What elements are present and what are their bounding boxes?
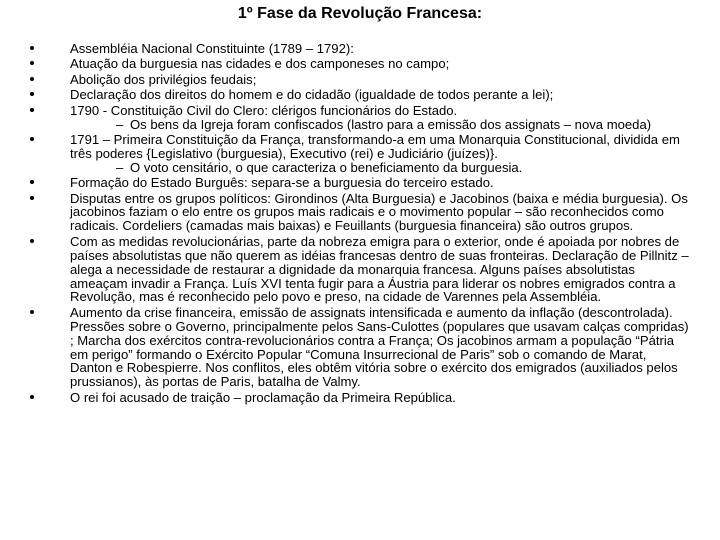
list-item-text: 1790 - Constituição Civil do Clero: clérigos funcionários do Estado. (70, 102, 458, 118)
dash-icon: – (116, 159, 124, 175)
bullet-dot-icon (30, 395, 34, 399)
sub-bullet-list (70, 161, 692, 175)
list-item (30, 104, 692, 132)
bullet-dot-icon (30, 196, 34, 200)
list-item (30, 42, 692, 56)
slide-title: 1º Fase da Revolução Francesa: (237, 5, 483, 22)
bullet-dot-icon (30, 108, 34, 112)
dash-icon: – (116, 116, 124, 132)
bullet-dot-icon (30, 180, 34, 184)
list-item (30, 235, 692, 305)
sub-list-item-text: Os bens da Igreja foram confiscados (lastro para a emissão dos assignats – nova moeda) (130, 116, 652, 132)
sub-list-item (70, 118, 692, 132)
list-item-text: Assembléia Nacional Constituinte (1789 – 1792): (70, 41, 354, 56)
bullet-dot-icon (30, 77, 34, 81)
bullet-dot-icon (30, 46, 34, 50)
list-item (30, 192, 692, 234)
list-item (30, 391, 692, 405)
bullet-dot-icon (30, 310, 34, 314)
list-item-text: Abolição dos privilégios feudais; (70, 71, 257, 87)
list-item (30, 88, 692, 102)
list-item (30, 176, 692, 190)
list-item-text: Declaração dos direitos do homem e do cidadão (igualdade de todos perante a lei); (70, 87, 554, 103)
bullet-dot-icon (30, 137, 34, 141)
list-item-text: Disputas entre os grupos políticos: Girondinos (Alta Burguesia) e Jacobinos (baixa e média burguesia). Os jacobinos faziam o elo entre os grupos mais radicais e o movimento popular – são reconhecidos como radicais. Cordeliers (camadas mais baixas) e Feuillants (burguesia financeira) são outros grupos. (70, 190, 688, 234)
list-item (30, 73, 692, 87)
list-item-text: O rei foi acusado de traição – proclamação da Primeira República. (70, 389, 456, 405)
sub-list-item-text: O voto censitário, o que caracteriza o beneficiamento da burguesia. (130, 159, 523, 175)
list-item (30, 133, 692, 175)
bullet-dot-icon (30, 61, 34, 65)
bullet-dot-icon (30, 92, 34, 96)
list-item-text: Formação do Estado Burguês: separa-se a burguesia do terceiro estado. (70, 175, 494, 191)
list-item-text: Atuação da burguesia nas cidades e dos camponeses no campo; (70, 56, 450, 72)
list-item-text: Com as medidas revolucionárias, parte da nobreza emigra para o exterior, onde é apoiada por nobres de países absolutistas que não querem as idéias francesas dentro de suas fronteiras. Declaração de Pillnitz – alega a necessidade de restaurar a dignidade da monarquia francesa. Alguns países absolutistas ameaçam invadir a França. Luís XVI tenta fugir para a Áustria para liderar os nobres emigrados contra a Revolução, mas é reconhecido pelo povo e preso, na cidade de Varennes pela Assembléia. (70, 233, 689, 305)
list-item-text: 1791 – Primeira Constituição da França, transformando-a em uma Monarquia Constitucional, dividida em três poderes {Legislativo (burguesia), Executivo (rei) e Judiciário (juízes)}. (70, 131, 680, 161)
list-item (30, 57, 692, 71)
sub-list-item (70, 161, 692, 175)
sub-bullet-list (70, 118, 692, 132)
bullet-list (30, 42, 692, 406)
bullet-dot-icon (30, 239, 34, 243)
list-item-text: Aumento da crise financeira, emissão de assignats intensificada e aumento da inflação (descontrolada). Pressões sobre o Governo, principalmente pelos Sans-Culottes (populares que usavam calças compridas) ; Marcha dos exércitos contra-revolucionários contra a França; Os jacobinos armam a população “Pátria em perigo” formando o Exército Popular “Comuna Insurrecional de Paris” sob o comando de Marat, Danton e Robespierre. Nos conflitos, eles obtêm vitória sobre o exército dos emigrados (auxiliados pelos prussianos), às portas de Paris, batalha de Valmy. (70, 304, 689, 390)
list-item (30, 306, 692, 389)
